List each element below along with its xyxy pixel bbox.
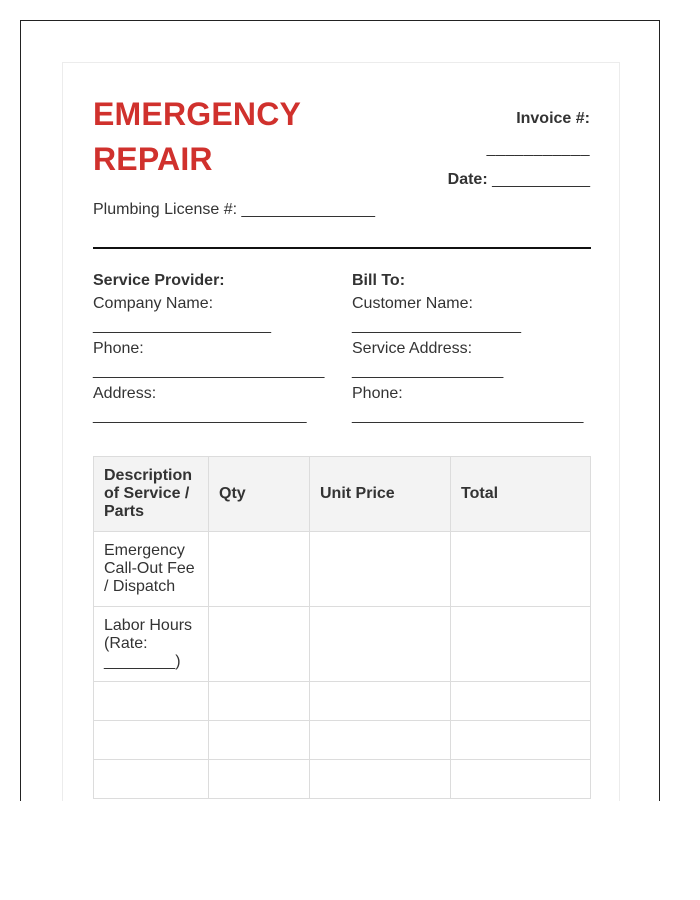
line-items-table xyxy=(93,456,591,799)
row-qty xyxy=(209,721,310,760)
provider-address-blank: ________________________ xyxy=(93,407,307,424)
bill-to-section xyxy=(352,270,602,428)
table-row xyxy=(94,721,591,760)
row-unit-price xyxy=(310,682,451,721)
row-qty xyxy=(209,682,310,721)
row-total xyxy=(451,532,591,607)
provider-address-label: Address: xyxy=(93,384,157,402)
header-total: Total xyxy=(451,457,591,532)
row-description xyxy=(94,682,209,721)
row-description xyxy=(94,721,209,760)
table-row xyxy=(94,607,591,682)
row-unit-price xyxy=(310,532,451,607)
table-row xyxy=(94,682,591,721)
service-address-blank: _________________ xyxy=(352,362,504,379)
service-provider-heading: Service Provider: xyxy=(93,272,225,289)
row-total xyxy=(451,607,591,682)
header-qty: Qty xyxy=(209,457,310,532)
row-qty xyxy=(209,760,310,799)
customer-name-blank: ___________________ xyxy=(352,317,522,334)
company-name-blank: ____________________ xyxy=(93,317,271,334)
company-name-label: Company Name: xyxy=(93,294,214,312)
row-description xyxy=(94,760,209,799)
row-unit-price xyxy=(310,721,451,760)
header-description: Description of Service / Parts xyxy=(94,457,209,532)
provider-phone-blank: __________________________ xyxy=(93,362,325,379)
header-unit-price: Unit Price xyxy=(310,457,451,532)
table-row xyxy=(94,532,591,607)
date-blank: ___________ xyxy=(492,171,590,188)
invoice-sheet xyxy=(62,62,620,801)
title-line-2: REPAIR xyxy=(93,141,213,177)
row-unit-price xyxy=(310,760,451,799)
row-description: Labor Hours (Rate: ________) xyxy=(94,607,209,682)
table-row xyxy=(94,760,591,799)
bill-to-heading: Bill To: xyxy=(352,272,406,289)
row-qty xyxy=(209,532,310,607)
row-total xyxy=(451,760,591,799)
row-description: Emergency Call-Out Fee / Dispatch xyxy=(94,532,209,607)
customer-name-label: Customer Name: xyxy=(352,294,473,312)
header-divider xyxy=(93,247,591,249)
provider-phone-label: Phone: xyxy=(93,339,144,357)
plumbing-license-label: Plumbing License #: xyxy=(93,201,238,218)
page-frame xyxy=(20,20,660,801)
customer-phone-blank: __________________________ xyxy=(352,407,584,424)
table-header-row xyxy=(94,457,591,532)
invoice-number-blank: ___________ xyxy=(486,140,590,157)
title-line-1: EMERGENCY xyxy=(93,96,302,132)
date-row xyxy=(448,170,590,190)
plumbing-license-blank: _______________ xyxy=(241,201,376,218)
row-qty xyxy=(209,607,310,682)
plumbing-license-row xyxy=(93,200,375,220)
invoice-number-block xyxy=(487,109,590,159)
service-provider-section xyxy=(93,270,343,428)
customer-phone-label: Phone: xyxy=(352,384,403,402)
invoice-number-label: Invoice #: xyxy=(516,110,590,127)
date-label: Date: xyxy=(447,171,488,188)
row-unit-price xyxy=(310,607,451,682)
service-address-label: Service Address: xyxy=(352,339,473,357)
row-total xyxy=(451,682,591,721)
document-title xyxy=(93,92,301,182)
row-total xyxy=(451,721,591,760)
